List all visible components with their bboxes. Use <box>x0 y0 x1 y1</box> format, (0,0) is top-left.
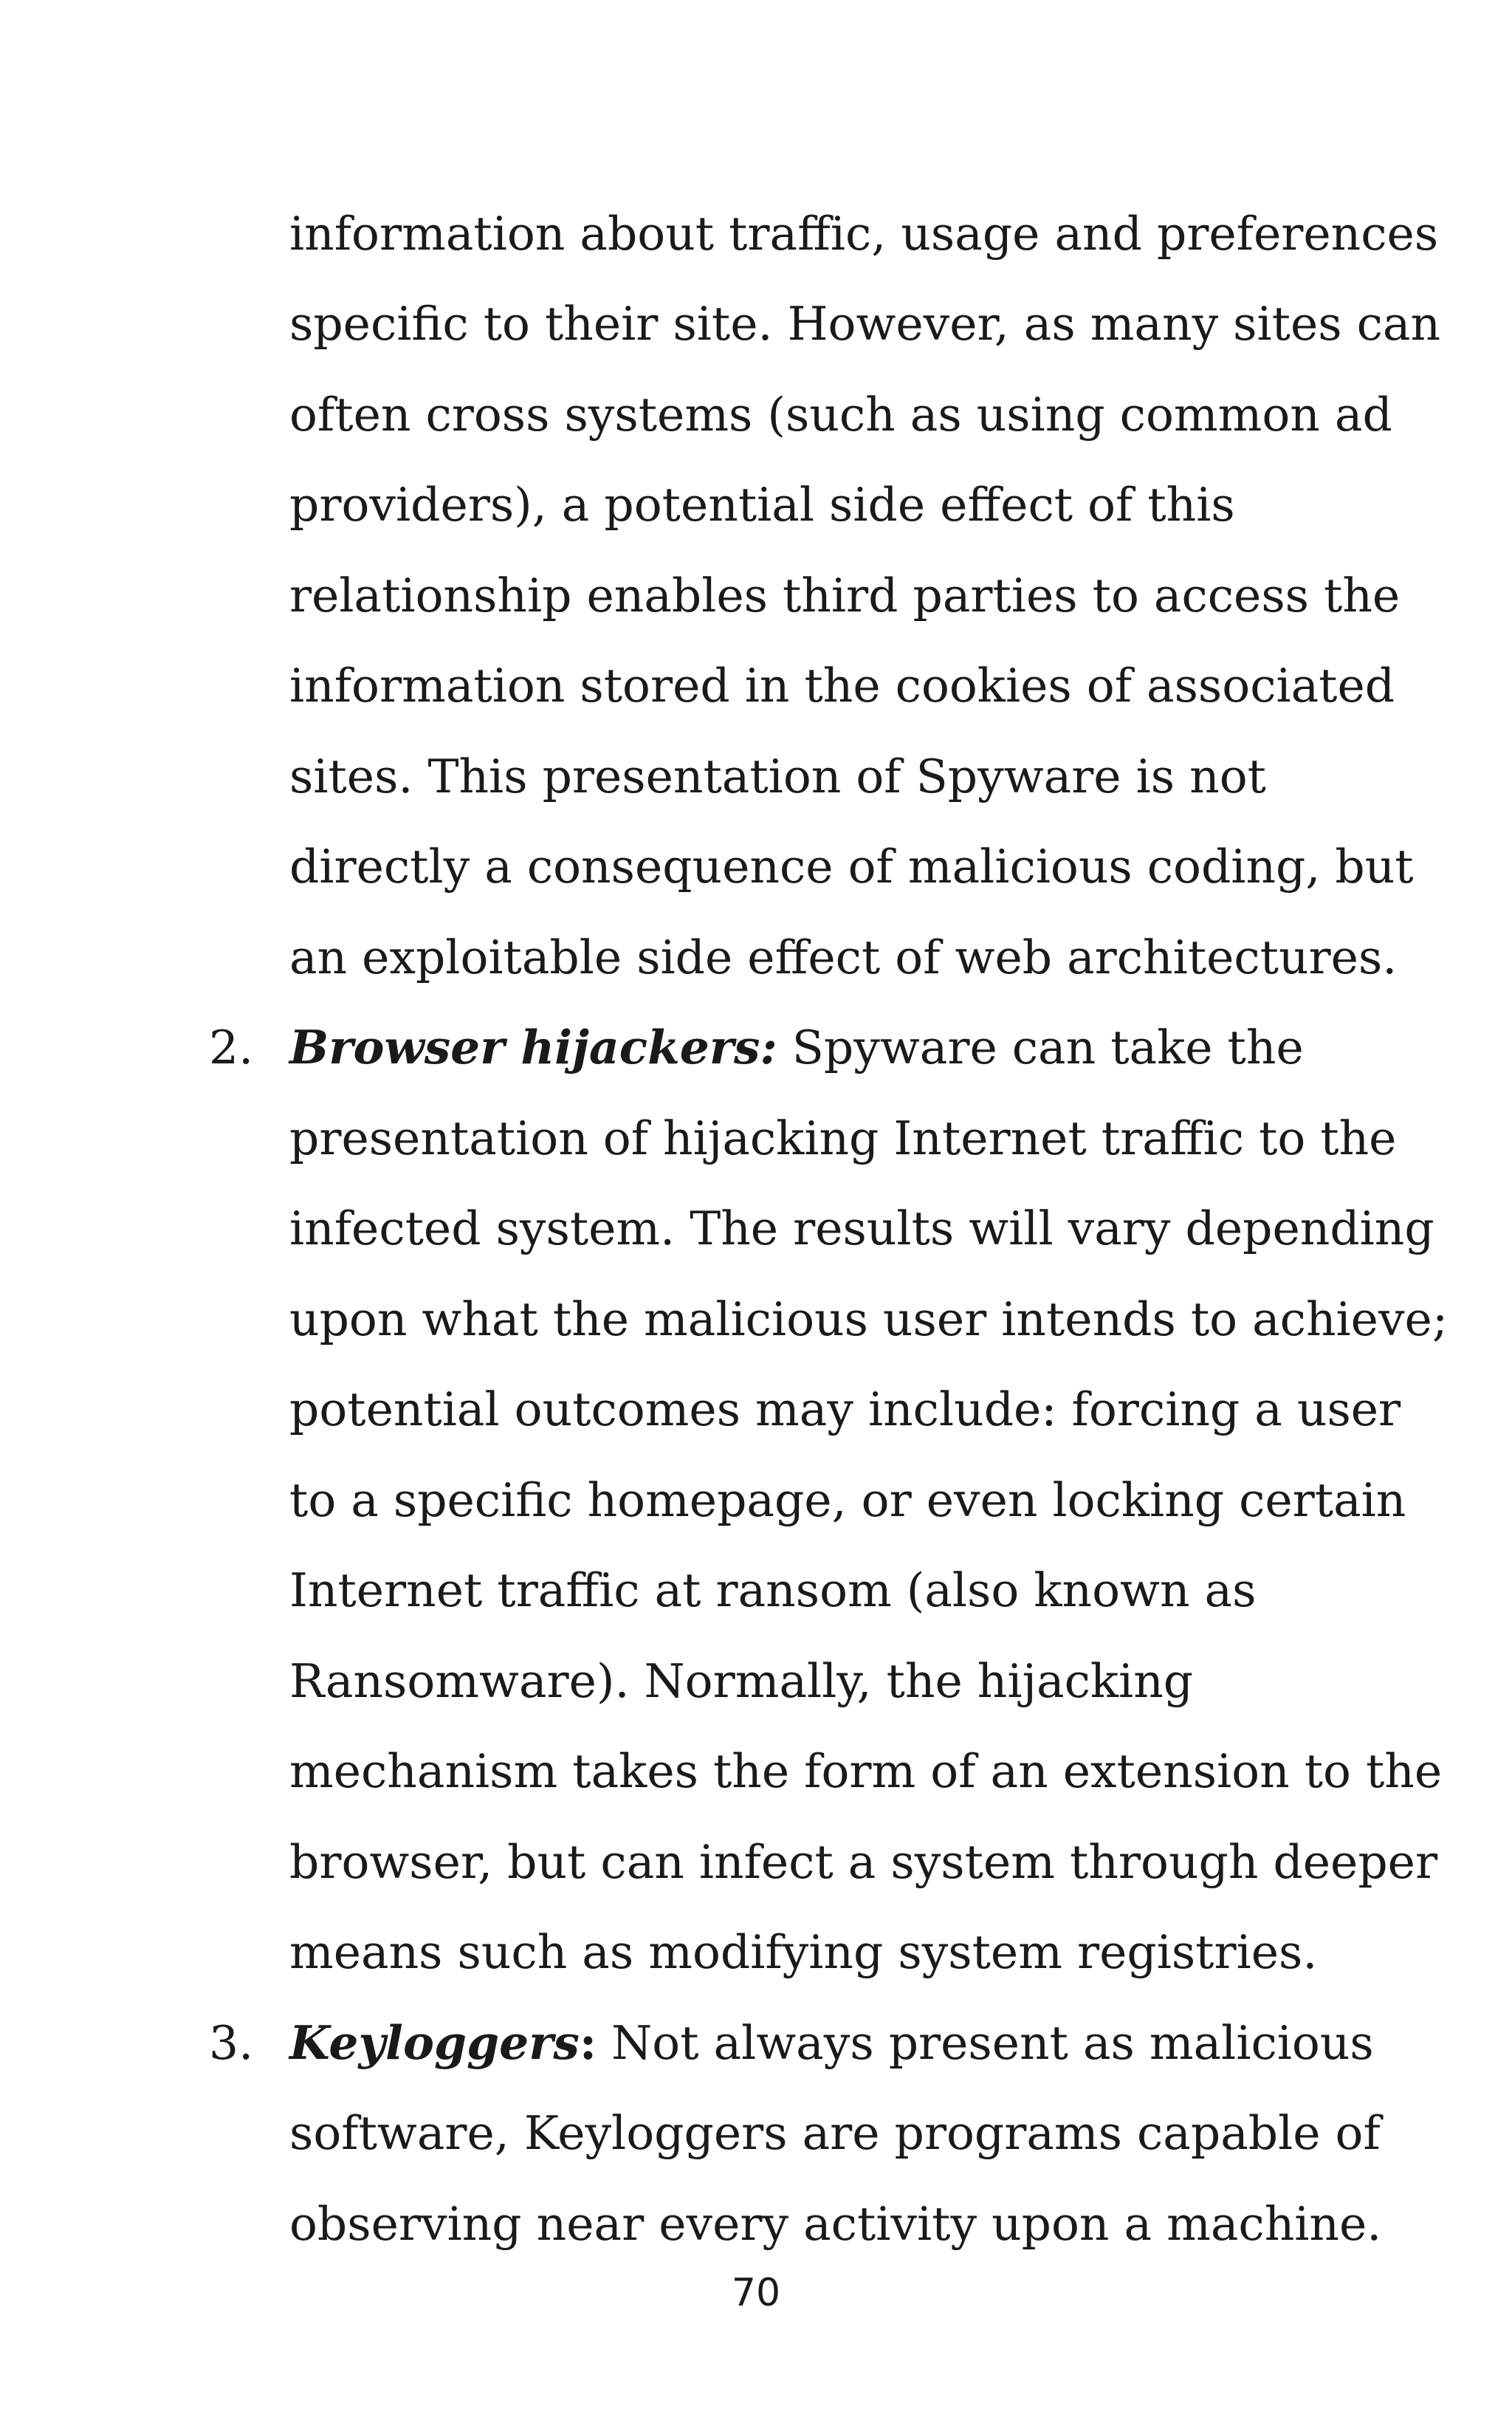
text-line: sites. This presentation of Spyware is not <box>289 750 1266 803</box>
list-item-first-line <box>289 2015 1374 2070</box>
text-line: information about traffic, usage and preferences <box>289 207 1439 261</box>
page-number: 70 <box>731 2271 781 2315</box>
text-line: often cross systems (such as using common ad <box>289 388 1392 442</box>
text-line: means such as modifying system registries. <box>289 1925 1318 1979</box>
text-line: browser, but can infect a system through deeper <box>289 1835 1438 1889</box>
text-line: specific to their site. However, as many sites can <box>289 297 1441 351</box>
text-line: upon what the malicious user intends to achieve; <box>289 1292 1449 1346</box>
text-line: an exploitable side effect of web architectures. <box>289 930 1398 984</box>
text-line: to a specific homepage, or even locking certain <box>289 1473 1406 1527</box>
text-line: infected system. The results will vary depending <box>289 1202 1434 1255</box>
text-line: relationship enables third parties to access the <box>289 569 1401 623</box>
list-item-number: 2. <box>209 1021 254 1074</box>
text-line: providers), a potential side effect of this <box>289 478 1235 532</box>
text-line: directly a consequence of malicious coding, but <box>289 840 1414 894</box>
text-line: mechanism takes the form of an extension to the <box>289 1744 1443 1798</box>
text-line: Ransomware). Normally, the hijacking <box>289 1654 1194 1708</box>
list-item-term-colon: : <box>579 2015 597 2070</box>
list-item-number: 3. <box>209 2016 254 2070</box>
text-line: information stored in the cookies of associated <box>289 659 1395 713</box>
list-item-term: Keyloggers <box>289 2015 580 2070</box>
text-line: observing near every activity upon a machine. <box>289 2197 1382 2251</box>
list-item-first-line-text: Not always present as malicious <box>597 2016 1374 2070</box>
text-line: Internet traffic at ransom (also known as <box>289 1563 1257 1617</box>
text-line: presentation of hijacking Internet traffic to the <box>289 1111 1397 1165</box>
list-item-first-line <box>289 1020 1304 1074</box>
list-item-term: Browser hijackers: <box>289 1020 777 1074</box>
text-line: software, Keyloggers are programs capable of <box>289 2106 1381 2160</box>
text-line: potential outcomes may include: forcing a user <box>289 1382 1401 1436</box>
list-item-first-line-text: Spyware can take the <box>777 1021 1304 1074</box>
